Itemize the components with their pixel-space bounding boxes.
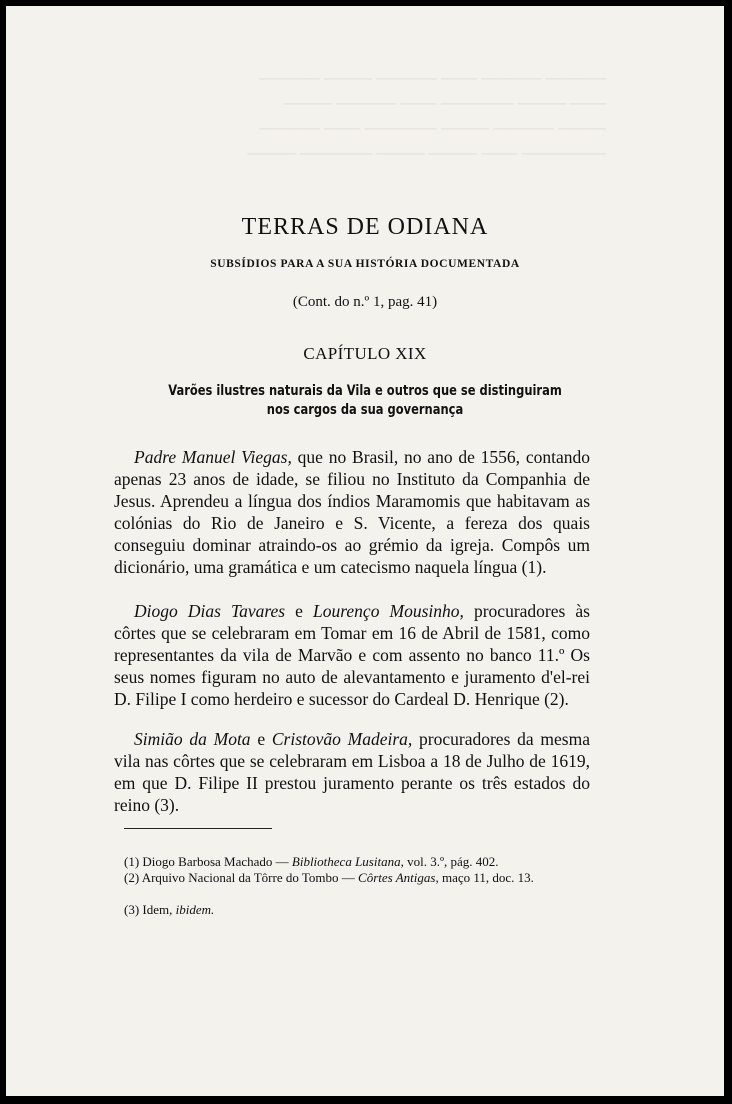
footnote-title: Bibliotheca Lusitana, (291, 854, 404, 869)
footnote-number: (1) (124, 854, 140, 869)
footnote-text: Idem, (139, 902, 176, 917)
person-name: Padre Manuel Viegas, (134, 447, 292, 467)
joiner-text: e (285, 601, 314, 621)
article-subtitle: SUBSÍDIOS PARA A SUA HISTÓRIA DOCUMENTADA (210, 258, 520, 270)
footnote-text: Diogo Barbosa Machado — (139, 854, 292, 869)
chapter-heading: CAPÍTULO XIX (303, 344, 427, 363)
footnote-divider (124, 828, 272, 829)
person-name: Cristovão Madeira, (271, 729, 413, 749)
paragraph-tavares-mousinho (114, 600, 590, 710)
footnote-title: Côrtes Antigas, (358, 870, 439, 885)
footnote-3 (124, 902, 594, 918)
article-title: TERRAS DE ODIANA (241, 214, 489, 240)
chapter-subtitle-line-1: Varões ilustres naturais da Vila e outros que se distinguiram (168, 383, 562, 399)
footnote-text: Arquivo Nacional da Tôrre do Tombo — (139, 870, 359, 885)
paragraph-mota-madeira (114, 728, 590, 816)
joiner-text: e (250, 729, 272, 749)
footnote-number: (3) (124, 902, 140, 917)
person-name: Lourenço Mousinho, (313, 601, 464, 621)
paragraph-viegas (114, 446, 590, 578)
document-page (6, 6, 724, 1096)
person-name: Diogo Dias Tavares (134, 601, 286, 621)
bleed-through-texture: ───── ───── ─── ───── ──── ───── ─── ──── ────── ─── ───── ──── ──── ───── ──── ────── ─── ───── ─────── ─── ──── ──── ────── ──── (247, 69, 606, 163)
footnote-1 (124, 854, 594, 870)
footnote-number: (2) (124, 870, 140, 885)
paragraph-text: procuradores da mesma vila nas côrtes que se celebraram em Lisboa a 18 de Julho de 1619, em que D. Filipe II prestou juramento perante os três estados do reino (3). (114, 729, 590, 815)
paragraph-text: que no Brasil, no ano de 1556, contando apenas 23 anos de idade, se filiou no Instituto da Companhia de Jesus. Aprendeu a língua dos índios Maramomis que habitavam as colónias do Rio de Janeiro e S. Vicente, a fereza dos quais conseguiu dominar atraindo-os ao grémio da igreja. Compôs um dicionário, uma gramática e um catecismo naquela língua (1). (114, 447, 590, 577)
chapter-subtitle-line-2: nos cargos da sua governança (266, 402, 464, 418)
footnote-title: ibidem. (175, 902, 215, 917)
footnote-tail: maço 11, doc. 13. (438, 870, 534, 885)
footnote-tail: vol. 3.º, pág. 402. (403, 854, 499, 869)
continuation-note: (Cont. do n.º 1, pag. 41) (292, 294, 438, 310)
paragraph-text: procuradores às côrtes que se celebraram em Tomar em 16 de Abril de 1581, como representantes da vila de Marvão e com assento no banco 11.º Os seus nomes figuram no auto de alevantamento e juramento d'el-rei D. Filipe I como herdeiro e sucessor do Cardeal D. Henrique (2). (114, 601, 590, 709)
chapter-subtitle (71, 382, 660, 420)
footnote-2 (124, 870, 594, 886)
person-name: Simião da Mota (134, 729, 251, 749)
